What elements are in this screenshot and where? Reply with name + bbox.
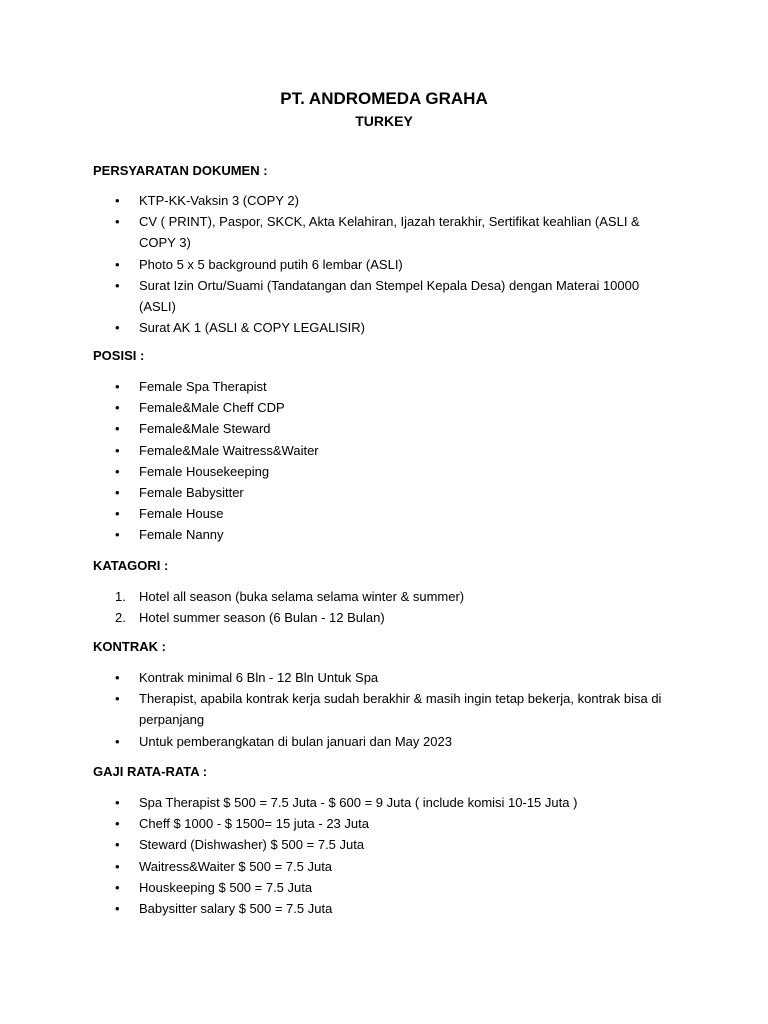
bullet-icon: • <box>115 691 120 707</box>
katagori-list <box>0 586 768 628</box>
bullet-icon: • <box>115 277 120 293</box>
bullet-icon: • <box>115 506 120 522</box>
list-item: • Steward (Dishwasher) $ 500 = 7.5 Juta <box>0 834 768 855</box>
list-item: • Waitress&Waiter $ 500 = 7.5 Juta <box>0 856 768 877</box>
bullet-icon: • <box>115 421 120 437</box>
company-title: PT. ANDROMEDA GRAHA <box>280 89 488 108</box>
list-number: 2. <box>115 610 126 626</box>
bullet-icon: • <box>115 795 120 810</box>
posisi-list <box>0 376 768 546</box>
list-item: 1. Hotel all season (buka selama selama winter & summer) <box>0 586 768 607</box>
bullet-icon: • <box>115 193 120 208</box>
list-item: • Babysitter salary $ 500 = 7.5 Juta <box>0 898 768 919</box>
list-item: 2. Hotel summer season (6 Bulan - 12 Bulan) <box>0 607 768 628</box>
bullet-icon: • <box>115 214 120 230</box>
bullet-icon: • <box>115 485 120 501</box>
list-item: • Female House <box>0 503 768 524</box>
bullet-icon: • <box>115 379 120 394</box>
gaji-list <box>0 792 768 919</box>
list-item: • Female&Male Steward <box>0 418 768 439</box>
bullet-icon: • <box>115 901 120 917</box>
list-item: • KTP-KK-Vaksin 3 (COPY 2) <box>0 190 768 211</box>
bullet-icon: • <box>115 879 120 895</box>
bullet-icon: • <box>115 256 120 272</box>
bullet-icon: • <box>115 320 120 336</box>
bullet-icon: • <box>115 858 120 874</box>
list-item: • Therapist, apabila kontrak kerja sudah berakhir & masih ingin tetap bekerja, kontrak bisa di perpanjang <box>0 688 768 730</box>
section-heading-gaji: GAJI RATA-RATA : <box>93 764 208 779</box>
bullet-icon: • <box>115 400 120 416</box>
list-item: • Female Housekeeping <box>0 461 768 482</box>
section-heading-persyaratan: PERSYARATAN DOKUMEN : <box>93 163 268 178</box>
bullet-icon: • <box>115 837 120 853</box>
list-item: • Houskeeping $ 500 = 7.5 Juta <box>0 877 768 898</box>
list-item: • Female&Male Waitress&Waiter <box>0 440 768 461</box>
list-item: • Female&Male Cheff CDP <box>0 397 768 418</box>
section-heading-posisi: POSISI : <box>93 348 145 363</box>
bullet-icon: • <box>115 670 120 685</box>
list-item: • Surat Izin Ortu/Suami (Tandatangan dan Stempel Kepala Desa) dengan Materai 10000 (ASLI) <box>0 275 768 317</box>
section-heading-kontrak: KONTRAK : <box>93 639 166 654</box>
list-item: • Spa Therapist $ 500 = 7.5 Juta - $ 600 = 9 Juta ( include komisi 10-15 Juta ) <box>0 792 768 813</box>
list-item: • Female Babysitter <box>0 482 768 503</box>
list-item: • Kontrak minimal 6 Bln - 12 Bln Untuk Spa <box>0 667 768 688</box>
bullet-icon: • <box>115 527 120 543</box>
bullet-icon: • <box>115 442 120 458</box>
list-item: • Cheff $ 1000 - $ 1500= 15 juta - 23 Juta <box>0 813 768 834</box>
country-subtitle: TURKEY <box>355 113 413 129</box>
list-item: • Female Nanny <box>0 524 768 545</box>
bullet-icon: • <box>115 816 120 832</box>
list-number: 1. <box>115 589 126 604</box>
bullet-icon: • <box>115 463 120 479</box>
persyaratan-list <box>0 190 768 338</box>
bullet-icon: • <box>115 733 120 749</box>
kontrak-list <box>0 667 768 752</box>
list-item: • Surat AK 1 (ASLI & COPY LEGALISIR) <box>0 317 768 338</box>
list-item: • Untuk pemberangkatan di bulan januari dan May 2023 <box>0 731 768 752</box>
list-item: • CV ( PRINT), Paspor, SKCK, Akta Kelahiran, Ijazah terakhir, Sertifikat keahlian (ASLI & COPY 3) <box>0 211 768 253</box>
list-item: • Photo 5 x 5 background putih 6 lembar (ASLI) <box>0 254 768 275</box>
list-item: • Female Spa Therapist <box>0 376 768 397</box>
section-heading-katagori: KATAGORI : <box>93 558 169 573</box>
